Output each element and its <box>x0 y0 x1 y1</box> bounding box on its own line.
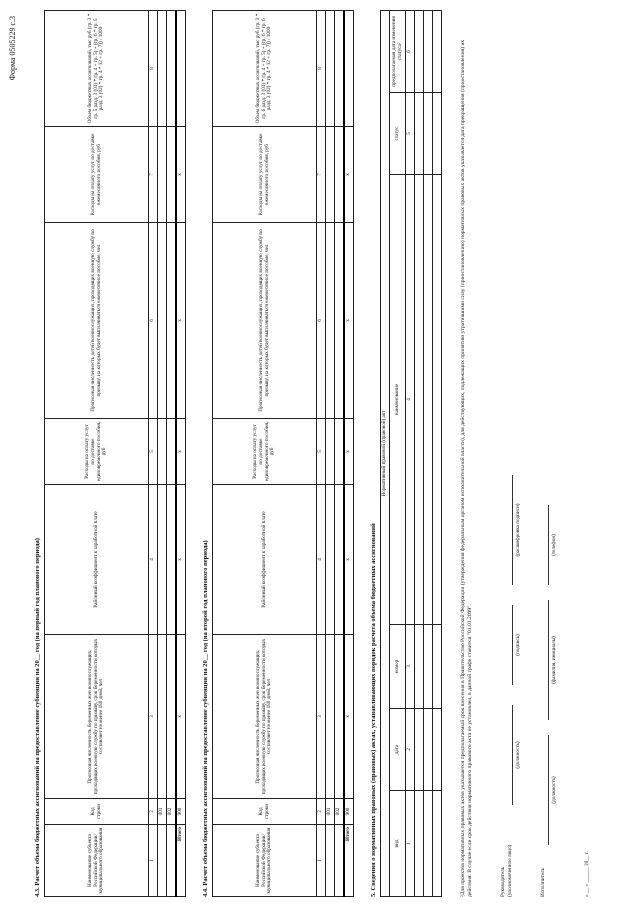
table-cell: 002 <box>335 799 344 825</box>
table-cell <box>167 127 176 223</box>
table-cell <box>158 223 167 419</box>
header-cell: Код строки <box>213 799 317 825</box>
head-label: Руководитель <box>500 866 506 897</box>
column-number-row <box>149 11 158 897</box>
position-caption: (должность) <box>551 776 557 804</box>
table-cell: x <box>344 635 353 799</box>
column-number: 8 <box>317 11 326 127</box>
table-row <box>326 11 335 897</box>
table-cell <box>433 625 442 709</box>
table-cell <box>433 93 442 175</box>
table-cell <box>335 11 344 127</box>
column-number: 2 <box>149 799 158 825</box>
table-cell <box>158 11 167 127</box>
column-number-row <box>317 11 326 897</box>
table-cell <box>158 127 167 223</box>
table-cell: 900 <box>176 799 185 825</box>
group-header-cell: Нормативный правовой (правовой) акт <box>381 10 390 896</box>
table-row <box>167 11 176 897</box>
table-cell <box>433 791 442 897</box>
table-cell <box>424 709 433 791</box>
position-caption: (должность) <box>515 741 521 769</box>
table-cell <box>335 635 344 799</box>
table-cell <box>433 10 442 92</box>
header-cell: Объем бюджетных ассигнований, тыс руб (гр. 3 * гр. 6 разд. 3 (01) * гр. 4 + гр. 5) + (гр. 6 * гр. 6 разд. 3 (02) * гр. 4 * 12 + гр. 7)) / 1000 <box>213 11 317 127</box>
head-signature-line <box>512 605 513 685</box>
column-number: 6 <box>149 223 158 419</box>
initials-caption: (фамилия, инициалы) <box>551 636 557 684</box>
table-header-row <box>213 11 317 897</box>
executor-phone-line <box>548 505 549 585</box>
column-number: 2 <box>406 709 415 791</box>
table-cell: x <box>176 419 185 485</box>
column-number: 6 <box>406 10 415 92</box>
table-cell <box>424 791 433 897</box>
table-cell <box>335 485 344 635</box>
section-4-4-table <box>212 10 354 897</box>
table-cell <box>167 419 176 485</box>
column-number: 5 <box>149 419 158 485</box>
date-line: « __ » ______ 20__ г. <box>584 851 590 897</box>
table-cell <box>344 11 353 127</box>
table-row <box>335 11 344 897</box>
column-number: 1 <box>406 791 415 897</box>
header-cell: Прогнозная численность детей военнослужащих, проходящих военную службу по призыву, на которых будет выплачиваться ежемесячное пособие, чел <box>213 223 317 419</box>
section-4-3-title: 4.3. Расчет объема бюджетных ассигнований на предоставление субвенции на 20__ год (на первый год планового периода) <box>34 538 41 897</box>
executor-name-line <box>548 600 549 720</box>
column-number-row <box>406 10 415 896</box>
table-cell <box>326 223 335 419</box>
header-cell: Расходы на оплату услуг по доставке единовременного пособия, руб <box>213 419 317 485</box>
table-cell <box>424 93 433 175</box>
column-number: 4 <box>317 485 326 635</box>
name-caption: (расшифровка подписи) <box>515 503 521 557</box>
table-cell: x <box>344 223 353 419</box>
header-cell: статус <box>390 93 406 175</box>
header-cell: Районный коэффициент к заработной плате <box>213 485 317 635</box>
table-cell <box>335 419 344 485</box>
table-cell: x <box>176 485 185 635</box>
table-cell <box>424 625 433 709</box>
table-cell <box>326 419 335 485</box>
header-cell: Код строки <box>45 799 149 825</box>
table-cell <box>424 10 433 92</box>
table-cell <box>415 93 424 175</box>
table-cell: x <box>176 635 185 799</box>
form-code: Форма 0505229 с.3 <box>8 16 17 81</box>
column-number: 4 <box>406 175 415 625</box>
table-cell: x <box>176 223 185 419</box>
table-group-header-row <box>381 10 390 896</box>
header-cell: предполагаемая дата изменения статуса² <box>390 10 406 92</box>
table-cell <box>158 825 167 897</box>
column-number: 3 <box>406 625 415 709</box>
section-5-title: 5. Сведения о нормативных правовых (правовых) актах, устанавливающих порядок расчета объема бюджетных ассигнований <box>370 523 377 897</box>
header-cell: дата <box>390 709 406 791</box>
table-cell <box>158 419 167 485</box>
head-name-line <box>512 475 513 585</box>
table-cell <box>326 485 335 635</box>
table-cell <box>335 127 344 223</box>
table-cell <box>433 709 442 791</box>
column-number: 8 <box>149 11 158 127</box>
header-cell: Объем бюджетных ассигнований, тыс руб (гр. 3 * гр. 5 разд. 3 (01) * гр. 4 + гр. 5) + (гр. 6 * гр. 5 разд. 3 (02) * гр. 4 * 12 + гр. 7)) / 1000 <box>45 11 149 127</box>
table-row <box>415 10 424 896</box>
column-number: 3 <box>149 635 158 799</box>
table-cell <box>158 485 167 635</box>
table-cell <box>424 175 433 625</box>
table-cell <box>415 709 424 791</box>
executor-position-line <box>548 735 549 845</box>
table-cell <box>167 11 176 127</box>
table-header-row <box>45 11 149 897</box>
header-cell: Расходы на оплату услуг по доставке ежемесячного пособия, руб <box>45 127 149 223</box>
table-cell <box>176 11 185 127</box>
column-number: 7 <box>149 127 158 223</box>
table-cell <box>415 175 424 625</box>
column-number: 6 <box>317 223 326 419</box>
column-number: 3 <box>317 635 326 799</box>
column-number: 4 <box>149 485 158 635</box>
table-row <box>433 10 442 896</box>
table-cell <box>167 223 176 419</box>
table-cell <box>335 223 344 419</box>
header-cell: Наименование субъекта Российской Федерации/муниципального образования <box>45 825 149 897</box>
header-cell: наименование <box>390 175 406 625</box>
table-cell <box>415 791 424 897</box>
table-cell <box>326 825 335 897</box>
header-cell: Наименование субъекта Российской Федерации/муниципального образования <box>213 825 317 897</box>
signature-caption: (подпись) <box>515 634 521 656</box>
header-cell: Прогнозная численность детей военнослужащих, проходящих военную службу по призыву, на которых будет выплачиваться ежемесячное пособие, чел <box>45 223 149 419</box>
table-cell: x <box>344 127 353 223</box>
head-sub-label: (уполномоченное лицо) <box>507 844 513 897</box>
header-cell: Расходы на оплату услуг по доставке единовременного пособия, руб <box>45 419 149 485</box>
table-cell: 900 <box>344 799 353 825</box>
table-cell <box>415 625 424 709</box>
table-cell <box>415 10 424 92</box>
section-4-3-table <box>44 10 186 897</box>
table-row <box>158 11 167 897</box>
table-cell <box>158 635 167 799</box>
table-cell <box>326 635 335 799</box>
phone-caption: (телефон) <box>551 534 557 556</box>
table-cell <box>167 485 176 635</box>
table-cell <box>326 127 335 223</box>
column-number: 5 <box>317 419 326 485</box>
column-number: 2 <box>317 799 326 825</box>
total-row <box>344 11 353 897</box>
executor-label: Исполнитель <box>540 867 546 897</box>
section-4-4-title: 4.4. Расчет объема бюджетных ассигнований на предоставление субвенции на 20__ год (на второй год планового периода) <box>202 540 209 897</box>
section-5-table <box>380 10 442 897</box>
total-label: Итого <box>176 825 185 897</box>
table-row <box>424 10 433 896</box>
total-row <box>176 11 185 897</box>
column-number: 7 <box>317 127 326 223</box>
table-cell: x <box>176 127 185 223</box>
column-number: 1 <box>149 825 158 897</box>
footnote: ²Для проектов нормативных правовых актов указывается предполагаемый срок внесения в Правительство Российской Федерации (утверждения федеральным органом исполнительной власти), для действующих, подлежащих принятию утратившими силу (приостановлению) нормативных правовых актов указывается дата прекращения (приостановления) их действия. В случае если срок действия нормативного правового акта не установлен, в данной графе ставится "01.01.2099". <box>460 39 474 897</box>
table-header-row <box>390 10 406 896</box>
table-cell: 001 <box>158 799 167 825</box>
header-cell: вид <box>390 791 406 897</box>
table-cell: 002 <box>167 799 176 825</box>
table-cell <box>167 825 176 897</box>
header-cell: Районный коэффициент к заработной плате <box>45 485 149 635</box>
table-cell: x <box>344 485 353 635</box>
table-cell <box>335 825 344 897</box>
table-cell <box>433 175 442 625</box>
header-cell: номер <box>390 625 406 709</box>
header-cell: Расходы на оплату услуг по доставке ежемесячного пособия, руб <box>213 127 317 223</box>
total-label: Итого <box>344 825 353 897</box>
table-cell: 001 <box>326 799 335 825</box>
head-position-line <box>512 705 513 805</box>
table-cell <box>326 11 335 127</box>
header-cell: Прогнозная численность беременных жен военнослужащих, проходящих военную службу по призыву, срок беременности которых составляет не менее 180 дней, чел <box>45 635 149 799</box>
column-number: 1 <box>317 825 326 897</box>
table-cell: x <box>344 419 353 485</box>
column-number: 5 <box>406 93 415 175</box>
header-cell: Прогнозная численность беременных жен военнослужащих, проходящих военную службу по призыву, срок беременности которых составляет не менее 180 дней, чел <box>213 635 317 799</box>
table-cell <box>167 635 176 799</box>
